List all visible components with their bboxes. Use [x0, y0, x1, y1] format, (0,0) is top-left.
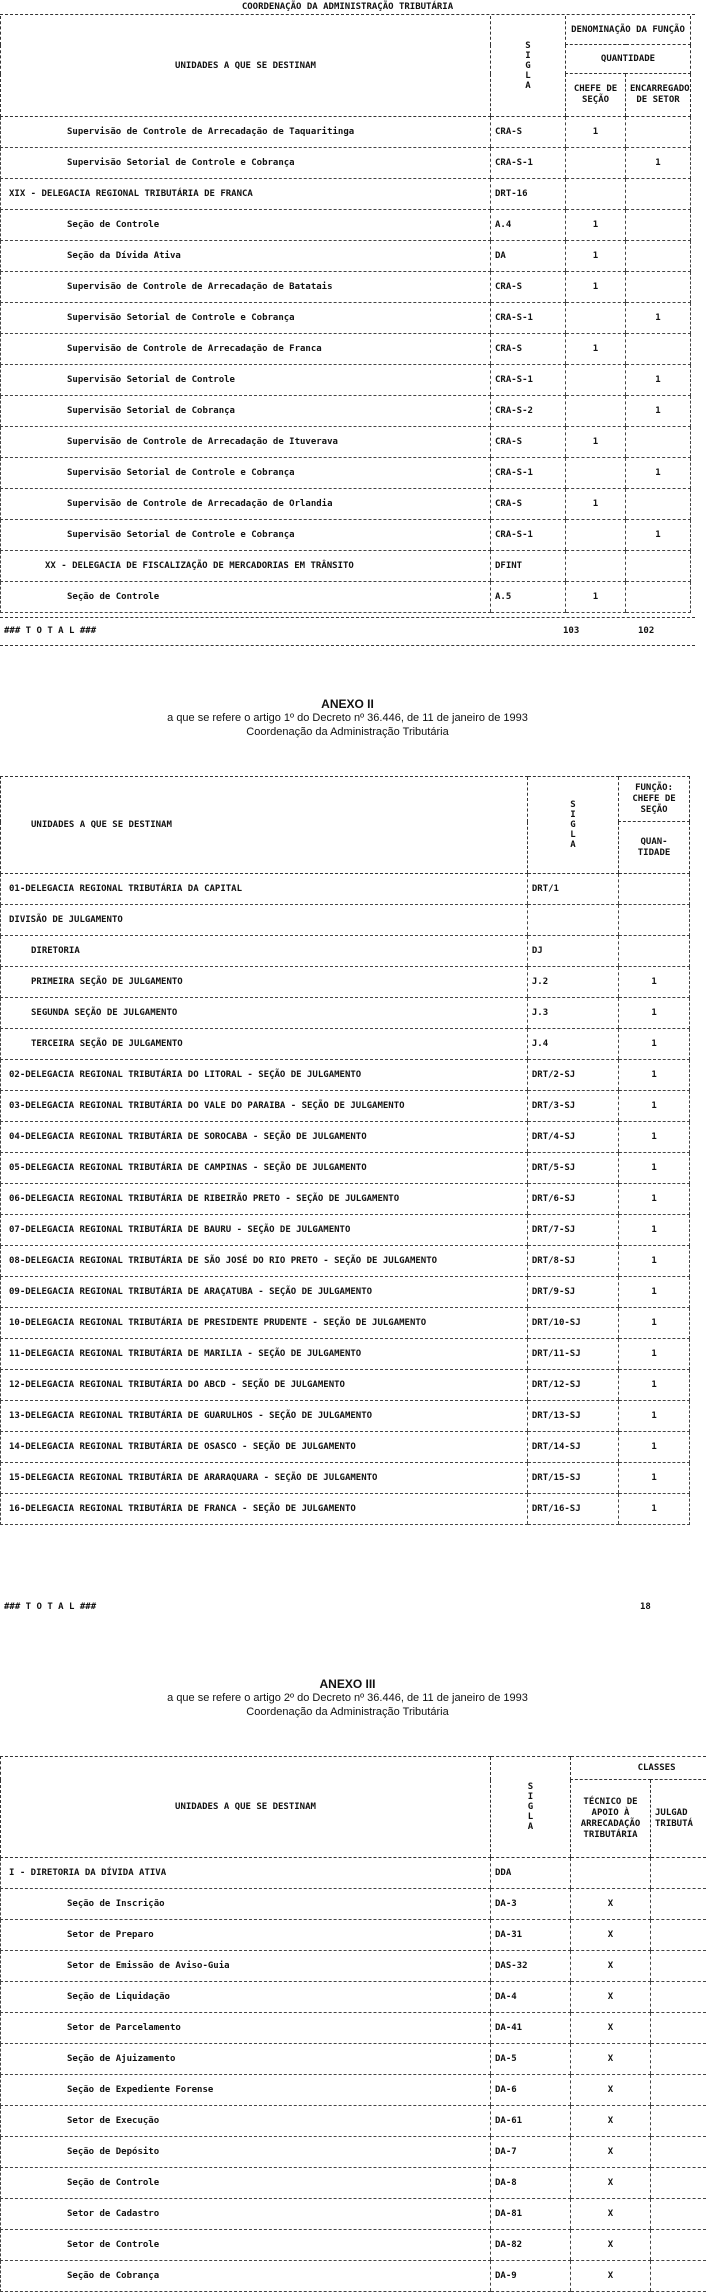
sigla-cell: DA-4	[491, 1982, 571, 2013]
tecnico-apoio-cell: X	[571, 2075, 651, 2106]
julgador-cell	[651, 2044, 706, 2075]
sigla-cell: CRA-S	[491, 272, 566, 303]
julgador-header: JULGAD TRIBUTÁ	[651, 1780, 706, 1858]
function-table	[0, 16, 691, 613]
sigla-column-header	[491, 16, 566, 117]
table-row	[1, 551, 691, 582]
quantity-cell: 1	[619, 1091, 690, 1122]
table-row	[1, 2106, 706, 2137]
unit-cell: 08-DELEGACIA REGIONAL TRIBUTÁRIA DE SÃO JOSÉ DO RIO PRETO - SEÇÃO DE JULGAMENTO	[1, 1246, 528, 1277]
function-header: DENOMINAÇÃO DA FUNÇÃO	[566, 16, 691, 45]
table-row	[1, 2075, 706, 2106]
quantity-cell: 1	[619, 1277, 690, 1308]
unit-cell: 16-DELEGACIA REGIONAL TRIBUTÁRIA DE FRANCA - SEÇÃO DE JULGAMENTO	[1, 1494, 528, 1525]
annex3-table	[0, 1756, 706, 2292]
sigla-cell: DA-6	[491, 2075, 571, 2106]
table-row	[1, 1029, 690, 1060]
quantity-cell: 1	[619, 998, 690, 1029]
sigla-cell: DRT/10-SJ	[527, 1308, 618, 1339]
table-row	[1, 1951, 706, 1982]
quantity-cell: 1	[619, 1122, 690, 1153]
chefe-secao-cell: 1	[566, 489, 626, 520]
unit-cell: Supervisão Setorial de Controle	[1, 365, 491, 396]
table-row	[1, 210, 691, 241]
julgador-cell	[651, 2199, 706, 2230]
quantity-cell	[619, 905, 690, 936]
unit-cell: 11-DELEGACIA REGIONAL TRIBUTÁRIA DE MARILIA - SEÇÃO DE JULGAMENTO	[1, 1339, 528, 1370]
unit-cell: DIRETORIA	[1, 936, 528, 967]
sigla-cell: CRA-S-2	[491, 396, 566, 427]
table-row	[1, 1215, 690, 1246]
table-row	[1, 2013, 706, 2044]
unit-cell: XIX - DELEGACIA REGIONAL TRIBUTÁRIA DE FRANCA	[1, 179, 491, 210]
encarregado-setor-cell: 1	[626, 365, 691, 396]
unit-cell: Seção de Controle	[1, 582, 491, 613]
chefe-secao-cell: 1	[566, 272, 626, 303]
unit-cell: Seção de Depósito	[1, 2137, 491, 2168]
sigla-cell: DA-3	[491, 1889, 571, 1920]
julgador-cell	[651, 1982, 706, 2013]
quantity-cell: 1	[619, 1463, 690, 1494]
encarregado-setor-cell	[626, 427, 691, 458]
quantity-cell: 1	[619, 1494, 690, 1525]
unit-cell: Supervisão Setorial de Controle e Cobrança	[1, 148, 491, 179]
unit-cell: SEGUNDA SEÇÃO DE JULGAMENTO	[1, 998, 528, 1029]
chefe-secao-cell: 1	[566, 117, 626, 148]
table-row	[1, 241, 691, 272]
tecnico-apoio-cell: X	[571, 1920, 651, 1951]
unit-cell: Supervisão Setorial de Controle e Cobrança	[1, 458, 491, 489]
divider	[0, 645, 695, 646]
quantity-cell: 1	[619, 1153, 690, 1184]
sigla-letter: G	[570, 820, 576, 830]
encarregado-setor-header: ENCARREGADO DE SETOR	[626, 74, 691, 117]
sigla-cell: DRT/5-SJ	[527, 1153, 618, 1184]
unit-cell: Supervisão de Controle de Arrecadação de Ituverava	[1, 427, 491, 458]
total-label: ### T O T A L ###	[4, 626, 97, 636]
unit-cell: DIVISÃO DE JULGAMENTO	[1, 905, 528, 936]
sigla-letter: L	[570, 830, 576, 840]
sigla-cell: A.4	[491, 210, 566, 241]
divider	[0, 617, 695, 618]
sigla-cell: DRT/13-SJ	[527, 1401, 618, 1432]
unit-cell: Seção da Dívida Ativa	[1, 241, 491, 272]
unit-cell: Seção de Controle	[1, 2168, 491, 2199]
table-row	[1, 905, 690, 936]
julgador-cell	[651, 2261, 706, 2292]
unit-cell: 02-DELEGACIA REGIONAL TRIBUTÁRIA DO LITORAL - SEÇÃO DE JULGAMENTO	[1, 1060, 528, 1091]
encarregado-setor-cell	[626, 179, 691, 210]
annex2-heading	[0, 697, 695, 739]
sigla-letter: S	[570, 800, 576, 810]
sigla-cell: CRA-S	[491, 117, 566, 148]
unit-cell: Supervisão Setorial de Controle e Cobrança	[1, 303, 491, 334]
unit-cell: Seção de Cobrança	[1, 2261, 491, 2292]
encarregado-setor-cell: 1	[626, 396, 691, 427]
table-row	[1, 1920, 706, 1951]
units-column-header: UNIDADES A QUE SE DESTINAM	[1, 1757, 491, 1858]
sigla-cell: DDA	[491, 1858, 571, 1889]
quantity-cell: 1	[619, 967, 690, 998]
table-row	[1, 2261, 706, 2292]
sigla-cell: DA-9	[491, 2261, 571, 2292]
sigla-cell: DRT/6-SJ	[527, 1184, 618, 1215]
unit-cell: 13-DELEGACIA REGIONAL TRIBUTÁRIA DE GUARULHOS - SEÇÃO DE JULGAMENTO	[1, 1401, 528, 1432]
unit-cell: 01-DELEGACIA REGIONAL TRIBUTÁRIA DA CAPITAL	[1, 874, 528, 905]
tecnico-apoio-header: TÉCNICO DE APOIO À ARRECADAÇÃO TRIBUTÁRIA	[571, 1780, 651, 1858]
sigla-cell: CRA-S-1	[491, 458, 566, 489]
table-row	[1, 427, 691, 458]
chefe-secao-cell	[566, 303, 626, 334]
tecnico-apoio-cell: X	[571, 2106, 651, 2137]
table-row	[1, 1308, 690, 1339]
unit-cell: Seção de Controle	[1, 210, 491, 241]
unit-cell: Supervisão Setorial de Cobrança	[1, 396, 491, 427]
classes-header: CLASSES	[571, 1757, 706, 1780]
sigla-letter: L	[527, 1812, 534, 1822]
sigla-cell	[527, 905, 618, 936]
unit-cell: 05-DELEGACIA REGIONAL TRIBUTÁRIA DE CAMPINAS - SEÇÃO DE JULGAMENTO	[1, 1153, 528, 1184]
table-row	[1, 1858, 706, 1889]
sigla-cell: DA-82	[491, 2230, 571, 2261]
divider	[0, 14, 695, 15]
chefe-secao-cell	[566, 458, 626, 489]
table-row	[1, 1370, 690, 1401]
encarregado-setor-cell	[626, 582, 691, 613]
table-row	[1, 396, 691, 427]
page-header-line: COORDENAÇÃO DA ADMINISTRAÇÃO TRIBUTÁRIA	[241, 2, 454, 12]
julgador-cell	[651, 2137, 706, 2168]
encarregado-setor-cell	[626, 117, 691, 148]
annex3-subtitle: a que se refere o artigo 2º do Decreto nº 36.446, de 11 de janeiro de 1993	[167, 1692, 528, 1704]
quantity-cell: 1	[619, 1029, 690, 1060]
unit-cell: Setor de Controle	[1, 2230, 491, 2261]
sigla-cell: DRT/1	[527, 874, 618, 905]
table-row	[1, 365, 691, 396]
chefe-secao-cell	[566, 148, 626, 179]
tecnico-apoio-cell	[571, 1858, 651, 1889]
annex2-title: ANEXO II	[321, 697, 374, 711]
julgador-cell	[651, 2168, 706, 2199]
table-row	[1, 1494, 690, 1525]
unit-cell: 12-DELEGACIA REGIONAL TRIBUTÁRIA DO ABCD - SEÇÃO DE JULGAMENTO	[1, 1370, 528, 1401]
table-row	[1, 303, 691, 334]
sigla-cell: DRT/8-SJ	[527, 1246, 618, 1277]
table-row	[1, 272, 691, 303]
annex3-subtitle-2: Coordenação da Administração Tributária	[246, 1706, 449, 1718]
sigla-cell: J.2	[527, 967, 618, 998]
table-row	[1, 458, 691, 489]
table-row	[1, 1060, 690, 1091]
table-row	[1, 1246, 690, 1277]
unit-cell: Setor de Preparo	[1, 1920, 491, 1951]
julgador-cell	[651, 2106, 706, 2137]
encarregado-setor-cell	[626, 489, 691, 520]
total-label: ### T O T A L ###	[4, 1602, 97, 1612]
sigla-cell: DRT-16	[491, 179, 566, 210]
table-row	[1, 179, 691, 210]
encarregado-setor-cell: 1	[626, 520, 691, 551]
sigla-cell: DA-31	[491, 1920, 571, 1951]
unit-cell: Setor de Emissão de Aviso-Guia	[1, 1951, 491, 1982]
quantity-header: QUANTIDADE	[566, 45, 691, 74]
quantity-cell: 1	[619, 1339, 690, 1370]
encarregado-setor-cell: 1	[626, 303, 691, 334]
sigla-cell: DRT/11-SJ	[527, 1339, 618, 1370]
unit-cell: PRIMEIRA SEÇÃO DE JULGAMENTO	[1, 967, 528, 998]
table-row	[1, 1184, 690, 1215]
sigla-letter: I	[527, 1792, 534, 1802]
units-column-header: UNIDADES A QUE SE DESTINAM	[1, 777, 528, 874]
encarregado-setor-cell: 1	[626, 458, 691, 489]
sigla-cell: CRA-S	[491, 427, 566, 458]
sigla-cell: DJ	[527, 936, 618, 967]
total-chefe: 103	[563, 626, 580, 636]
chefe-secao-cell	[566, 179, 626, 210]
unit-cell: Supervisão de Controle de Arrecadação de Taquaritinga	[1, 117, 491, 148]
unit-cell: Seção de Ajuizamento	[1, 2044, 491, 2075]
chefe-secao-cell: 1	[566, 427, 626, 458]
annex2-subtitle-2: Coordenação da Administração Tributária	[246, 726, 449, 738]
unit-cell: 07-DELEGACIA REGIONAL TRIBUTÁRIA DE BAURU - SEÇÃO DE JULGAMENTO	[1, 1215, 528, 1246]
julgador-cell	[651, 2013, 706, 2044]
table-row	[1, 1401, 690, 1432]
sigla-cell: DRT/3-SJ	[527, 1091, 618, 1122]
unit-cell: Seção de Liquidação	[1, 1982, 491, 2013]
table-row	[1, 2168, 706, 2199]
tecnico-apoio-cell: X	[571, 1982, 651, 2013]
sigla-cell: DRT/14-SJ	[527, 1432, 618, 1463]
quantity-cell: 1	[619, 1246, 690, 1277]
julgador-cell	[651, 1920, 706, 1951]
sigla-cell: CRA-S-1	[491, 303, 566, 334]
unit-cell: 15-DELEGACIA REGIONAL TRIBUTÁRIA DE ARARAQUARA - SEÇÃO DE JULGAMENTO	[1, 1463, 528, 1494]
chefe-secao-cell: 1	[566, 582, 626, 613]
julgador-cell	[651, 1951, 706, 1982]
sigla-cell: DRT/4-SJ	[527, 1122, 618, 1153]
total-encarregado: 102	[638, 626, 655, 636]
table-row	[1, 520, 691, 551]
unit-cell: Setor de Cadastro	[1, 2199, 491, 2230]
table-row	[1, 874, 690, 905]
julgador-cell	[651, 1858, 706, 1889]
unit-cell: 04-DELEGACIA REGIONAL TRIBUTÁRIA DE SOROCABA - SEÇÃO DE JULGAMENTO	[1, 1122, 528, 1153]
quantity-cell: 1	[619, 1432, 690, 1463]
sigla-letter: G	[525, 61, 531, 71]
annex3-title: ANEXO III	[319, 1677, 376, 1691]
julgador-cell	[651, 1889, 706, 1920]
quantity-header: QUAN- TIDADE	[619, 822, 690, 874]
quantity-cell: 1	[619, 1401, 690, 1432]
sigla-letter: S	[525, 41, 531, 51]
table-row	[1, 936, 690, 967]
total-quantity: 18	[640, 1602, 651, 1612]
table-row	[1, 998, 690, 1029]
tecnico-apoio-cell: X	[571, 2199, 651, 2230]
unit-cell: Seção de Expediente Forense	[1, 2075, 491, 2106]
table-row	[1, 967, 690, 998]
sigla-cell: DA-81	[491, 2199, 571, 2230]
sigla-cell: DRT/7-SJ	[527, 1215, 618, 1246]
table-row	[1, 1277, 690, 1308]
quantity-cell: 1	[619, 1308, 690, 1339]
chefe-secao-header: CHEFE DE SEÇÃO	[566, 74, 626, 117]
tecnico-apoio-cell: X	[571, 2168, 651, 2199]
unit-cell: 03-DELEGACIA REGIONAL TRIBUTÁRIA DO VALE DO PARAIBA - SEÇÃO DE JULGAMENTO	[1, 1091, 528, 1122]
sigla-cell: CRA-S-1	[491, 365, 566, 396]
sigla-letter: A	[527, 1822, 534, 1832]
sigla-cell: DAS-32	[491, 1951, 571, 1982]
encarregado-setor-cell	[626, 210, 691, 241]
sigla-letter: A	[525, 81, 531, 91]
unit-cell: Supervisão de Controle de Arrecadação de Franca	[1, 334, 491, 365]
chefe-secao-cell	[566, 365, 626, 396]
table-row	[1, 1463, 690, 1494]
annex2-table	[0, 776, 690, 1525]
unit-cell: XX - DELEGACIA DE FISCALIZAÇÃO DE MERCADORIAS EM TRÂNSITO	[1, 551, 491, 582]
unit-cell: Setor de Parcelamento	[1, 2013, 491, 2044]
unit-cell: 10-DELEGACIA REGIONAL TRIBUTÁRIA DE PRESIDENTE PRUDENTE - SEÇÃO DE JULGAMENTO	[1, 1308, 528, 1339]
table-row	[1, 148, 691, 179]
tecnico-apoio-cell: X	[571, 1951, 651, 1982]
quantity-cell	[619, 874, 690, 905]
sigla-letter: A	[570, 840, 576, 850]
sigla-cell: DA-41	[491, 2013, 571, 2044]
unit-cell: Setor de Execução	[1, 2106, 491, 2137]
sigla-column-header	[527, 777, 618, 874]
tecnico-apoio-cell: X	[571, 2013, 651, 2044]
sigla-cell: DRT/12-SJ	[527, 1370, 618, 1401]
sigla-letter: I	[525, 51, 531, 61]
sigla-cell: J.3	[527, 998, 618, 1029]
sigla-cell: CRA-S	[491, 334, 566, 365]
unit-cell: Supervisão Setorial de Controle e Cobrança	[1, 520, 491, 551]
encarregado-setor-cell	[626, 272, 691, 303]
tecnico-apoio-cell: X	[571, 2261, 651, 2292]
sigla-cell: CRA-S	[491, 489, 566, 520]
unit-cell: Supervisão de Controle de Arrecadação de Orlandia	[1, 489, 491, 520]
quantity-cell: 1	[619, 1184, 690, 1215]
annex2-total-row	[0, 1594, 695, 1624]
table-row	[1, 582, 691, 613]
table-row	[1, 2230, 706, 2261]
sigla-cell: DA-61	[491, 2106, 571, 2137]
quantity-cell: 1	[619, 1215, 690, 1246]
sigla-column-header	[491, 1757, 571, 1858]
sigla-cell: CRA-S-1	[491, 148, 566, 179]
encarregado-setor-cell	[626, 241, 691, 272]
quantity-cell: 1	[619, 1060, 690, 1091]
encarregado-setor-cell: 1	[626, 148, 691, 179]
unit-cell: Seção de Inscrição	[1, 1889, 491, 1920]
julgador-cell	[651, 2230, 706, 2261]
table-row	[1, 2199, 706, 2230]
table-row	[1, 1339, 690, 1370]
function-header: FUNÇÃO: CHEFE DE SEÇÃO	[619, 777, 690, 822]
table-row	[1, 334, 691, 365]
annex3-heading	[0, 1677, 695, 1719]
sigla-cell: DA-7	[491, 2137, 571, 2168]
table-row	[1, 2137, 706, 2168]
sigla-cell: DFINT	[491, 551, 566, 582]
sigla-cell: DA	[491, 241, 566, 272]
table-row	[1, 1432, 690, 1463]
sigla-cell: CRA-S-1	[491, 520, 566, 551]
unit-cell: TERCEIRA SEÇÃO DE JULGAMENTO	[1, 1029, 528, 1060]
chefe-secao-cell	[566, 520, 626, 551]
quantity-cell: 1	[619, 1370, 690, 1401]
sigla-cell: DRT/9-SJ	[527, 1277, 618, 1308]
table-row	[1, 1122, 690, 1153]
units-column-header: UNIDADES A QUE SE DESTINAM	[1, 16, 491, 117]
tecnico-apoio-cell: X	[571, 2230, 651, 2261]
sigla-cell: A.5	[491, 582, 566, 613]
chefe-secao-cell: 1	[566, 241, 626, 272]
table-row	[1, 1982, 706, 2013]
sigla-letter: I	[570, 810, 576, 820]
sigla-cell: J.4	[527, 1029, 618, 1060]
encarregado-setor-cell	[626, 334, 691, 365]
unit-cell: 09-DELEGACIA REGIONAL TRIBUTÁRIA DE ARAÇATUBA - SEÇÃO DE JULGAMENTO	[1, 1277, 528, 1308]
unit-cell: Supervisão de Controle de Arrecadação de Batatais	[1, 272, 491, 303]
chefe-secao-cell: 1	[566, 334, 626, 365]
unit-cell: I - DIRETORIA DA DÍVIDA ATIVA	[1, 1858, 491, 1889]
table-row	[1, 1153, 690, 1184]
annex2-subtitle: a que se refere o artigo 1º do Decreto nº 36.446, de 11 de janeiro de 1993	[167, 712, 528, 724]
table-row	[1, 117, 691, 148]
tecnico-apoio-cell: X	[571, 2044, 651, 2075]
table-row	[1, 2044, 706, 2075]
unit-cell: 14-DELEGACIA REGIONAL TRIBUTÁRIA DE OSASCO - SEÇÃO DE JULGAMENTO	[1, 1432, 528, 1463]
unit-cell: 06-DELEGACIA REGIONAL TRIBUTÁRIA DE RIBEIRÃO PRETO - SEÇÃO DE JULGAMENTO	[1, 1184, 528, 1215]
table-row	[1, 1091, 690, 1122]
chefe-secao-cell: 1	[566, 210, 626, 241]
sigla-cell: DA-8	[491, 2168, 571, 2199]
sigla-cell: DRT/2-SJ	[527, 1060, 618, 1091]
chefe-secao-cell	[566, 551, 626, 582]
sigla-letter: S	[527, 1782, 534, 1792]
sigla-letter: L	[525, 71, 531, 81]
quantity-cell	[619, 936, 690, 967]
table-row	[1, 489, 691, 520]
table-row	[1, 1889, 706, 1920]
table1-total-row	[0, 618, 695, 648]
julgador-cell	[651, 2075, 706, 2106]
sigla-cell: DRT/16-SJ	[527, 1494, 618, 1525]
encarregado-setor-cell	[626, 551, 691, 582]
sigla-letter: G	[527, 1802, 534, 1812]
sigla-cell: DA-5	[491, 2044, 571, 2075]
tecnico-apoio-cell: X	[571, 1889, 651, 1920]
sigla-cell: DRT/15-SJ	[527, 1463, 618, 1494]
tecnico-apoio-cell: X	[571, 2137, 651, 2168]
chefe-secao-cell	[566, 396, 626, 427]
